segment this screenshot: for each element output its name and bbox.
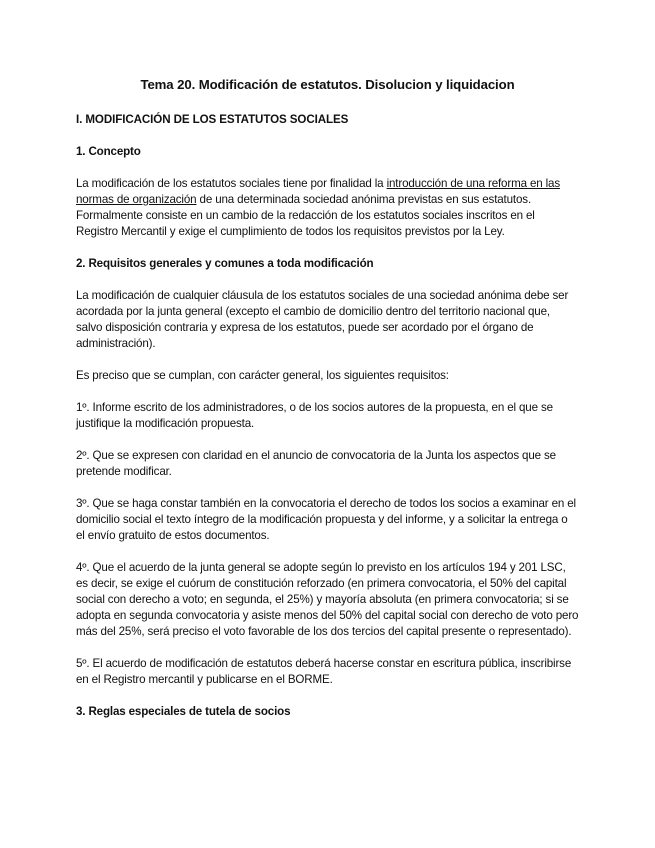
- subsection-heading-requisitos: 2. Requisitos generales y comunes a toda modificación: [76, 257, 374, 270]
- page-title: Tema 20. Modificación de estatutos. Disolucion y liquidacion: [140, 77, 515, 92]
- underlined-phrase: introducción de una reforma en las normas de organización: [76, 177, 560, 206]
- requisito-item-5: 5º. El acuerdo de modificación de estatutos deberá hacerse constar en escritura pública, inscribirse en el Registro mercantil y publicarse en el BORME.: [76, 657, 572, 686]
- requisito-item-1: 1º. Informe escrito de los administradores, o de los socios autores de la propuesta, en el que se justifique la modificación propuesta.: [76, 401, 553, 430]
- subsection-heading-tutela: 3. Reglas especiales de tutela de socios: [76, 705, 291, 718]
- paragraph-requisitos-lead: Es preciso que se cumplan, con carácter general, los siguientes requisitos:: [76, 369, 449, 382]
- document-content: [76, 76, 579, 736]
- section-heading-modificacion: I. MODIFICACIÓN DE LOS ESTATUTOS SOCIALES: [76, 113, 349, 126]
- paragraph-requisitos-intro: La modificación de cualquier cláusula de los estatutos sociales de una sociedad anónima debe ser acordada por la junta general (excepto el cambio de domicilio dentro del territorio nacional que, salvo disposición contraria y expresa de los estatutos, puede ser acordado por el órgano de administración).: [76, 289, 569, 350]
- paragraph-concepto-text-start: La modificación de los estatutos sociales tiene por finalidad la: [76, 177, 387, 190]
- requisito-item-3: 3º. Que se haga constar también en la convocatoria el derecho de todos los socios a examinar en el domicilio social el texto íntegro de la modificación propuesta y del informe, y a solicitar la entrega o el envío gratuito de estos documentos.: [76, 497, 576, 542]
- subsection-heading-concepto: 1. Concepto: [76, 145, 141, 158]
- paragraph-concepto: [76, 176, 579, 240]
- paragraph-concepto-text-end: de una determinada sociedad anónima previstas en sus estatutos. Formalmente consiste en un cambio de la redacción de los estatutos sociales inscritos en el Registro Mercantil y exige el cumplimiento de todos los requisitos previstos por la Ley.: [76, 193, 535, 238]
- requisito-item-2: 2º. Que se expresen con claridad en el anuncio de convocatoria de la Junta los aspectos que se pretende modificar.: [76, 449, 556, 478]
- requisito-item-4: 4º. Que el acuerdo de la junta general se adopte según lo previsto en los artículos 194 y 201 LSC, es decir, se exige el cuórum de constitución reforzado (en primera convocatoria, el 50% del capital social con derecho a voto; en segunda, el 25%) y mayoría absoluta (en primera convocatoria; si se adopta en segunda convocatoria y asiste menos del 50% del capital social con derecho de voto pero más del 25%, será preciso el voto favorable de los dos tercios del capital presente o representado).: [76, 561, 579, 638]
